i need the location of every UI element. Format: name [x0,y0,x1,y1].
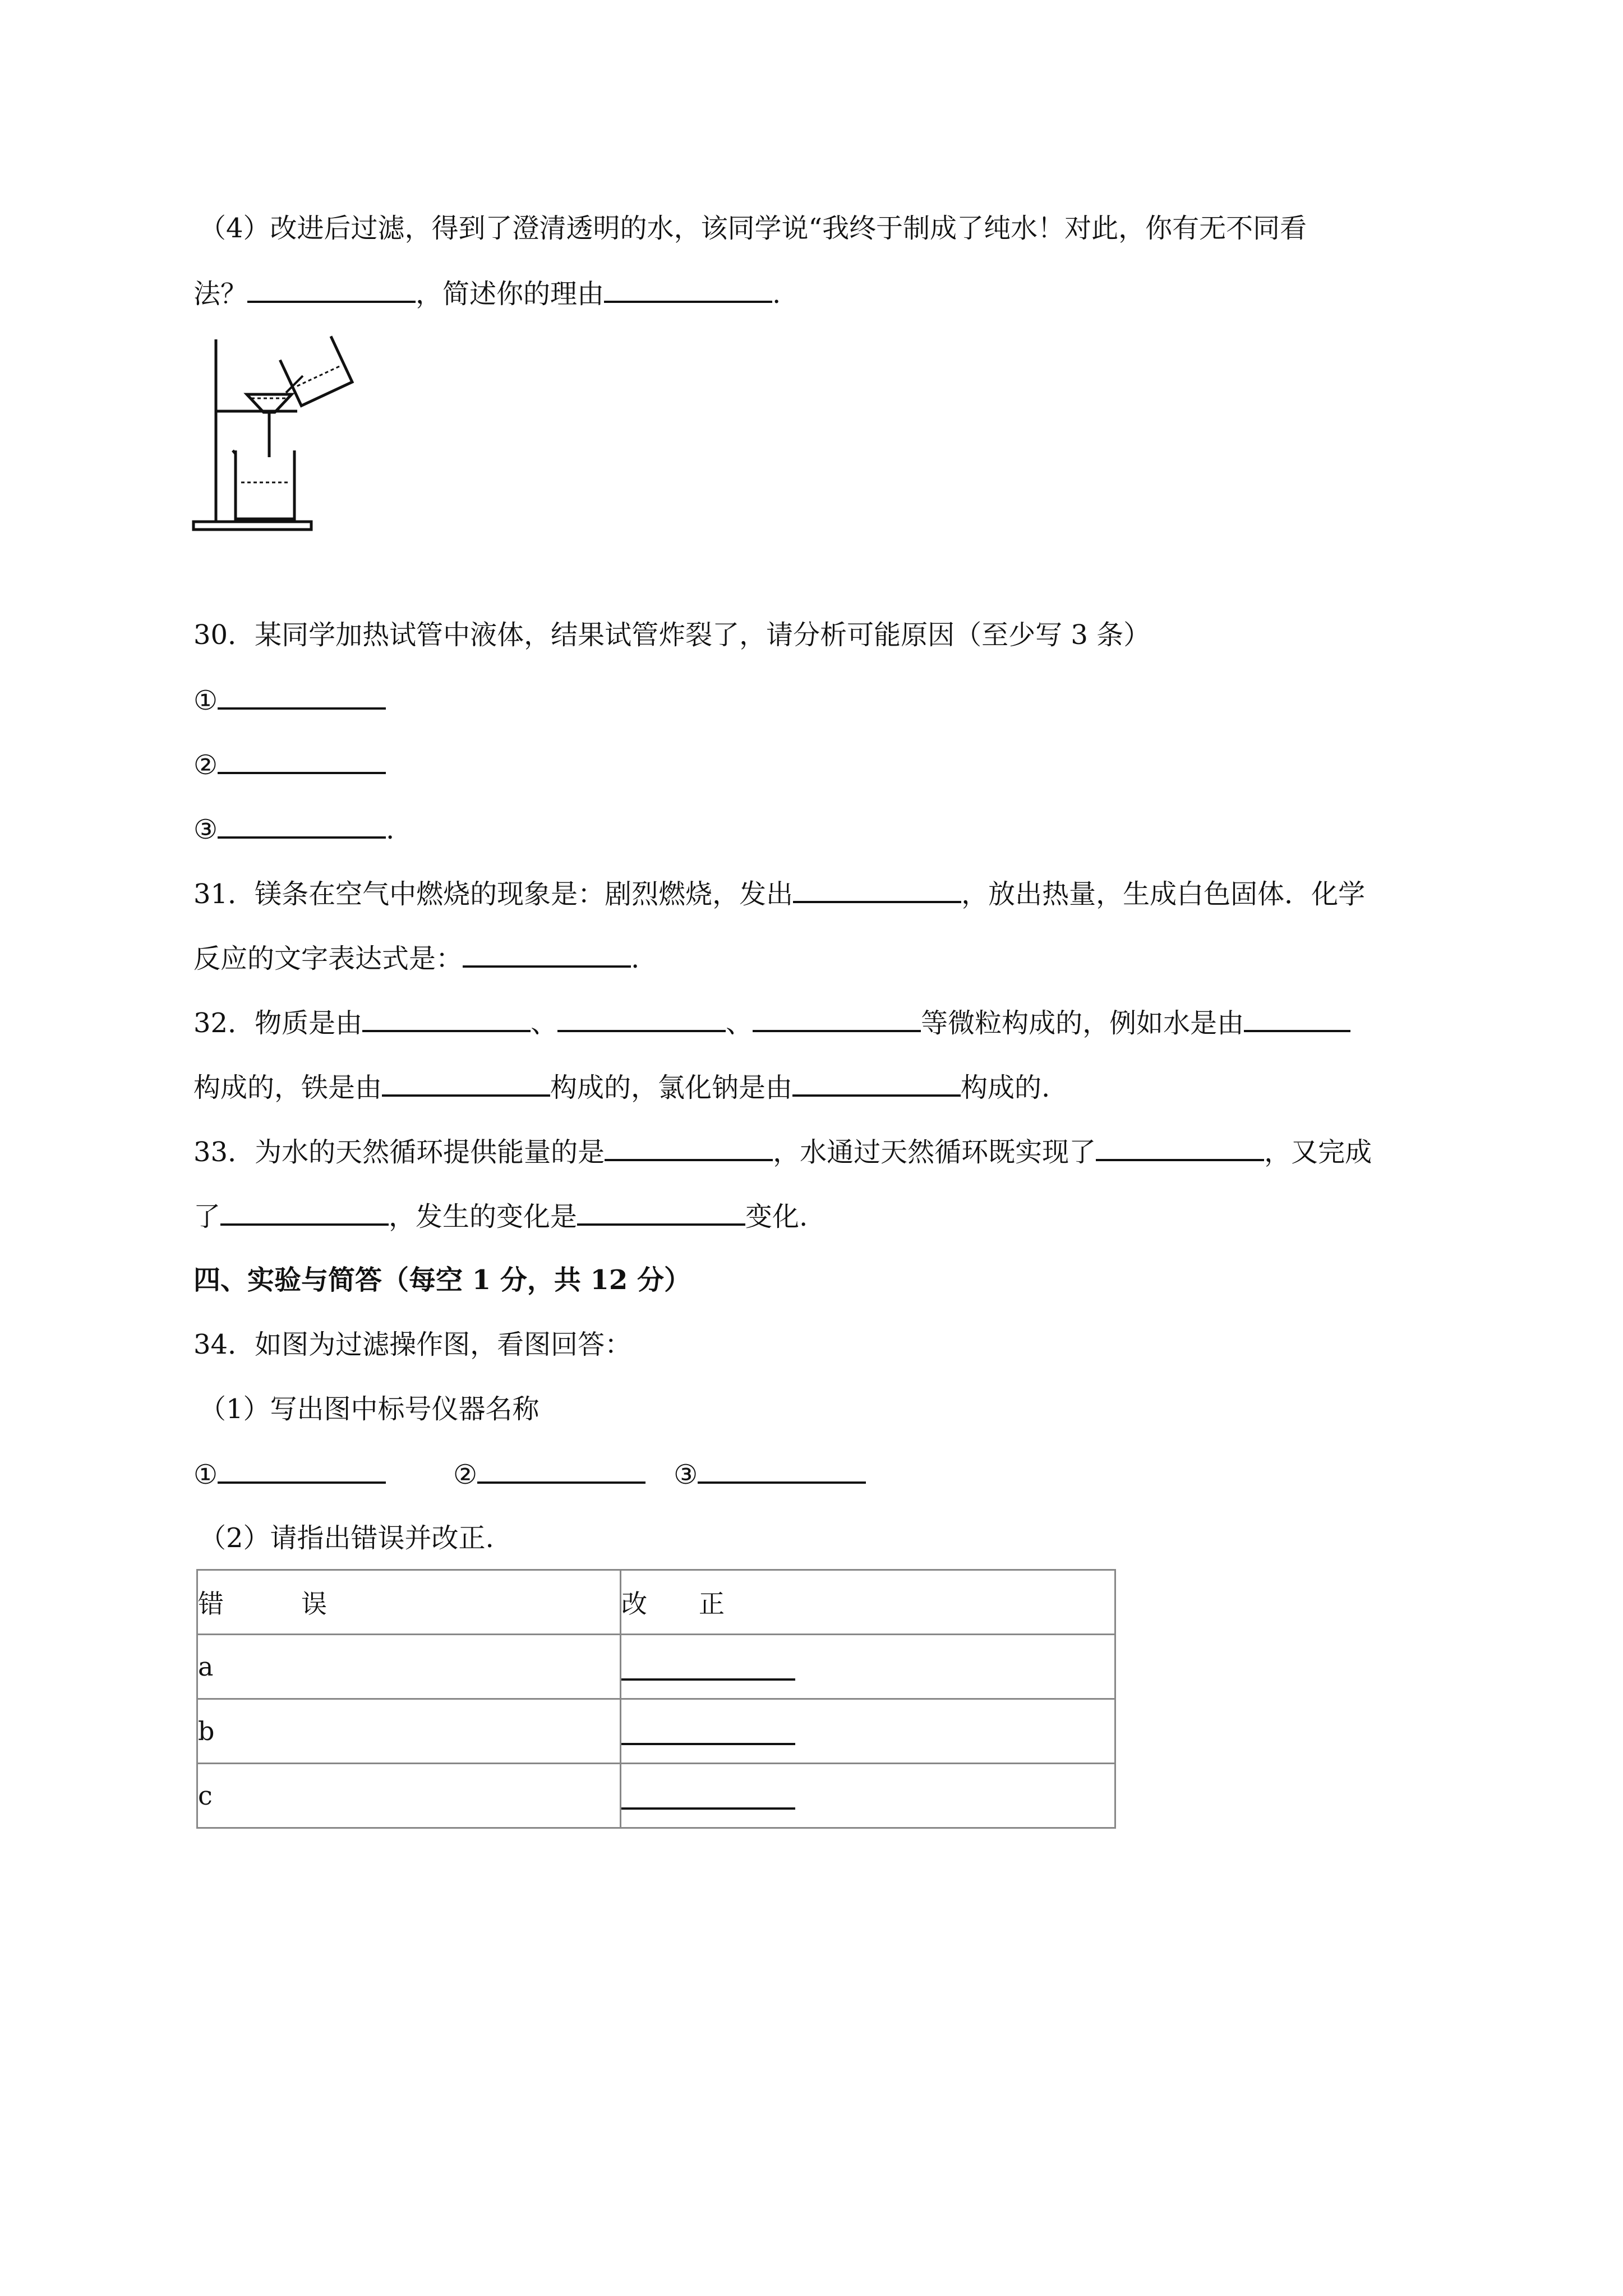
q33-line1 [193,1134,1372,1169]
q33-text1c: ，又完成 [1264,1137,1372,1168]
answer-blank[interactable] [1096,1134,1264,1161]
q34-sub1 [199,1392,540,1426]
fix-cell [621,1764,1115,1828]
q34-sub2 [199,1521,494,1555]
answer-blank[interactable] [621,1647,795,1681]
answer-blank[interactable] [557,1005,726,1032]
q29-4-text2b: ，简述你的理由 [416,278,605,310]
q31-text1a: 31．镁条在空气中燃烧的现象是：剧烈燃烧，发出 [193,878,794,910]
q33-text2b: ，发生的变化是 [389,1201,578,1232]
circled-number-2: ② [453,1459,478,1490]
answer-blank[interactable] [792,1070,961,1097]
q30-item-3 [193,812,394,846]
q31-text2b: . [631,943,640,974]
q29-4-line2 [193,276,781,311]
q33-line2 [193,1199,808,1234]
q33-text1a: 33．为水的天然循环提供能量的是 [193,1137,605,1168]
row-label: b [197,1699,621,1764]
answer-blank[interactable] [621,1711,795,1745]
table-header-row [197,1570,1115,1635]
q31-line1 [193,876,1365,911]
header-fix: 改 正 [621,1570,1115,1635]
answer-blank[interactable] [220,1199,389,1226]
answer-blank[interactable] [218,683,386,710]
circled-number-2: ② [193,749,218,781]
fix-cell [621,1635,1115,1699]
table-row [197,1699,1115,1764]
answer-blank[interactable] [1244,1005,1350,1032]
q34-stem [193,1328,631,1361]
answer-blank[interactable] [604,276,772,303]
filtration-apparatus-figure [191,328,376,541]
q29-4-text1: （4）改进后过滤，得到了澄清透明的水，该同学说“我终于制成了纯水！对此，你有无不同看 [199,213,1307,244]
q32-text2b: 构成的，氯化钠是由 [550,1072,793,1103]
q32-line2 [193,1070,1050,1105]
q32-text2a: 构成的，铁是由 [193,1072,382,1103]
section-4-heading [193,1263,691,1297]
q32-text1a: 32．物质是由 [193,1007,363,1039]
answer-blank[interactable] [382,1070,550,1097]
q32-sep2: 、 [726,1007,753,1039]
q34-stem-text: 34．如图为过滤操作图，看图回答： [193,1329,632,1360]
answer-blank[interactable] [577,1199,745,1226]
q30-stem-text: 30．某同学加热试管中液体，结果试管炸裂了，请分析可能原因（至少写 3 条） [193,619,1151,651]
circled-number-1: ① [193,685,218,716]
q29-4-line1 [199,211,1307,245]
table-row [197,1764,1115,1828]
row-label: c [197,1764,621,1828]
section-4-title: 四、实验与简答（每空 1 分，共 12 分） [193,1264,691,1296]
answer-blank[interactable] [218,812,386,839]
header-error: 错 误 [197,1570,621,1635]
q34-names [193,1457,866,1492]
answer-blank[interactable] [698,1457,866,1484]
q33-text2c: 变化. [745,1201,808,1232]
answer-blank[interactable] [477,1457,645,1484]
q32-sep1: 、 [531,1007,558,1039]
error-correction-table [196,1569,1116,1829]
answer-blank[interactable] [362,1005,531,1032]
q31-text2a: 反应的文字表达式是： [193,943,463,974]
q32-line1 [193,1005,1350,1040]
row-label: a [197,1635,621,1699]
q32-text1b: 等微粒构成的，例如水是由 [921,1007,1244,1039]
answer-blank[interactable] [621,1776,795,1810]
q30-end: . [386,814,395,845]
answer-blank[interactable] [753,1005,921,1032]
circled-number-1: ① [193,1459,218,1490]
answer-blank[interactable] [247,276,416,303]
circled-number-3: ③ [193,814,218,845]
q34-sub2-text: （2）请指出错误并改正. [199,1522,494,1554]
fix-cell [621,1699,1115,1764]
q33-text2a: 了 [193,1201,221,1232]
table-row [197,1635,1115,1699]
q29-4-text2c: . [772,278,781,310]
answer-blank[interactable] [605,1134,773,1161]
circled-number-3: ③ [674,1459,698,1490]
answer-blank[interactable] [218,1457,386,1484]
answer-blank[interactable] [218,747,386,774]
q30-item-1 [193,683,386,717]
q30-item-2 [193,747,386,782]
q32-text2c: 构成的. [961,1072,1050,1103]
answer-blank[interactable] [793,876,961,903]
q31-text1b: ，放出热量，生成白色固体．化学 [961,878,1366,910]
q31-line2 [193,941,639,976]
q33-text1b: ，水通过天然循环既实现了 [773,1137,1096,1168]
answer-blank[interactable] [463,941,631,968]
q34-sub1-text: （1）写出图中标号仪器名称 [199,1393,540,1425]
q29-4-text2a: 法？ [193,278,248,310]
q30-stem [193,618,1150,652]
